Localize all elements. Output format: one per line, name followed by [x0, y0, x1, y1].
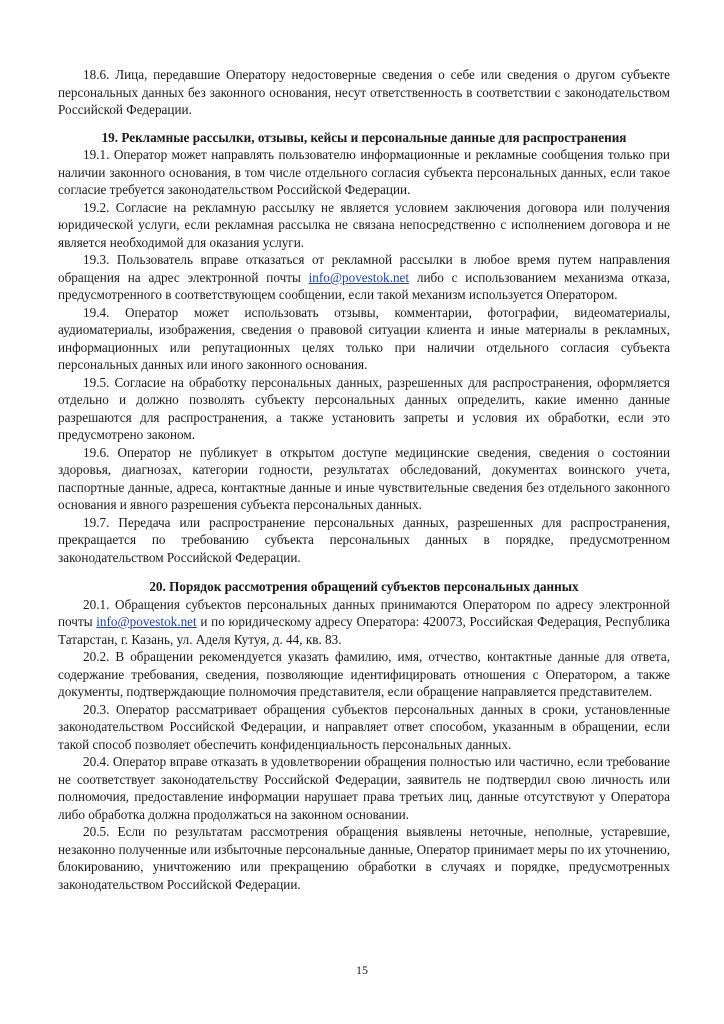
- paragraph-19-6: 19.6. Оператор не публикует в открытом доступе медицинские сведения, сведения о состоянии здоровья, диагнозах, категории годности, результатах обследований, документах воинского учета, паспортные данные, адреса, контактные данные и иные чувствительные сведения без отдельного законного основания и явного разрешения субъекта персональных данных.: [58, 444, 670, 512]
- paragraph-19-5: 19.5. Согласие на обработку персональных данных, разрешенных для распространения, оформляется отдельно и должно позволять субъекту персональных данных определить, какие именно данные разрешаются для распространения, а также установить запреты и условия их обработки, если это предусмотрено законом.: [58, 374, 670, 442]
- paragraph-20-4: 20.4. Оператор вправе отказать в удовлетворении обращения полностью или частично, если требование не соответствует законодательству Российской Федерации, заявитель не подтвердил свою личность или полномочия, предоставление информации нарушает права третьих лиц, данные отсутствуют у Оператора либо обработка должна продолжаться на законном основании.: [58, 754, 670, 822]
- section-19-heading: 19. Рекламные рассылки, отзывы, кейсы и персональные данные для распространения: [101, 129, 627, 145]
- paragraph-20-1: [58, 596, 670, 649]
- page-number: 15: [356, 963, 368, 977]
- paragraph-19-3-text-start: 19.3. Пользователь вправе отказаться от рекламной рассылки в любое время путем направления обращения на адрес электронной почты: [58, 252, 670, 285]
- paragraph-19-2: 19.2. Согласие на рекламную рассылку не является условием заключения договора или получения юридической услуги, если рекламная рассылка не связана непосредственно с исполнением договора и не является необходимой для оказания услуги.: [58, 199, 670, 250]
- paragraph-19-3-text-end: либо с использованием механизма отказа, предусмотренного в соответствующем сообщении, если такой механизм используется Оператором.: [58, 269, 670, 302]
- paragraph-20-1-text-start: 20.1. Обращения субъектов персональных данных принимаются Оператором по адресу электронной почты: [58, 596, 670, 629]
- paragraph-20-1-text-end: и по юридическому адресу Оператора: 420073, Российская Федерация, Республика Татарстан, г. Казань, ул. Аделя Кутуя, д. 44, кв. 83.: [58, 614, 670, 647]
- paragraph-19-4: 19.4. Оператор может использовать отзывы, комментарии, фотографии, видеоматериалы, аудиоматериалы, изображения, сведения о правовой ситуации клиента и иные материалы в рекламных, информационных или репутационных целях только при наличии отдельного согласия субъекта персональных данных или иного законного основания.: [58, 304, 670, 372]
- paragraph-20-3: 20.3. Оператор рассматривает обращения субъектов персональных данных в сроки, установленные законодательством Российской Федерации, и направляет ответ способом, указанным в обращении, если такой способ позволяет обеспечить конфиденциальность персональных данных.: [58, 701, 670, 752]
- paragraph-19-3: [58, 251, 670, 304]
- paragraph-18-6: 18.6. Лица, передавшие Оператору недостоверные сведения о себе или сведения о другом субъекте персональных данных без законного основания, несут ответственность в соответствии с законодательством Российской Федерации.: [58, 67, 670, 117]
- document-page: [58, 66, 670, 893]
- paragraph-20-2: 20.2. В обращении рекомендуется указать фамилию, имя, отчество, контактные данные для ответа, содержание требования, сведения, позволяющие идентифицировать отношения с Оператором, а также документы, подтверждающие полномочия представителя, если обращение направляется представителем.: [58, 649, 670, 699]
- email-link[interactable]: info@povestok.net: [96, 614, 197, 629]
- email-link[interactable]: info@povestok.net: [308, 269, 410, 285]
- paragraph-20-5: 20.5. Если по результатам рассмотрения обращения выявлены неточные, неполные, устаревшие, незаконно полученные или избыточные персональные данные, Оператор принимает меры по их уточнению, блокированию, уничтожению или прекращению обработки в случаях и порядке, предусмотренных законодательством Российской Федерации.: [58, 824, 670, 892]
- paragraph-19-7: 19.7. Передача или распространение персональных данных, разрешенных для распространения, прекращается по требованию субъекта персональных данных в порядке, предусмотренном законодательством Российской Федерации.: [58, 514, 670, 565]
- section-20-heading: 20. Порядок рассмотрения обращений субъектов персональных данных: [149, 579, 579, 594]
- paragraph-19-1: 19.1. Оператор может направлять пользователю информационные и рекламные сообщения только при наличии законного основания, в том числе отдельного согласия субъекта персональных данных, если такое согласие требуется законодательством Российской Федерации.: [58, 147, 670, 197]
